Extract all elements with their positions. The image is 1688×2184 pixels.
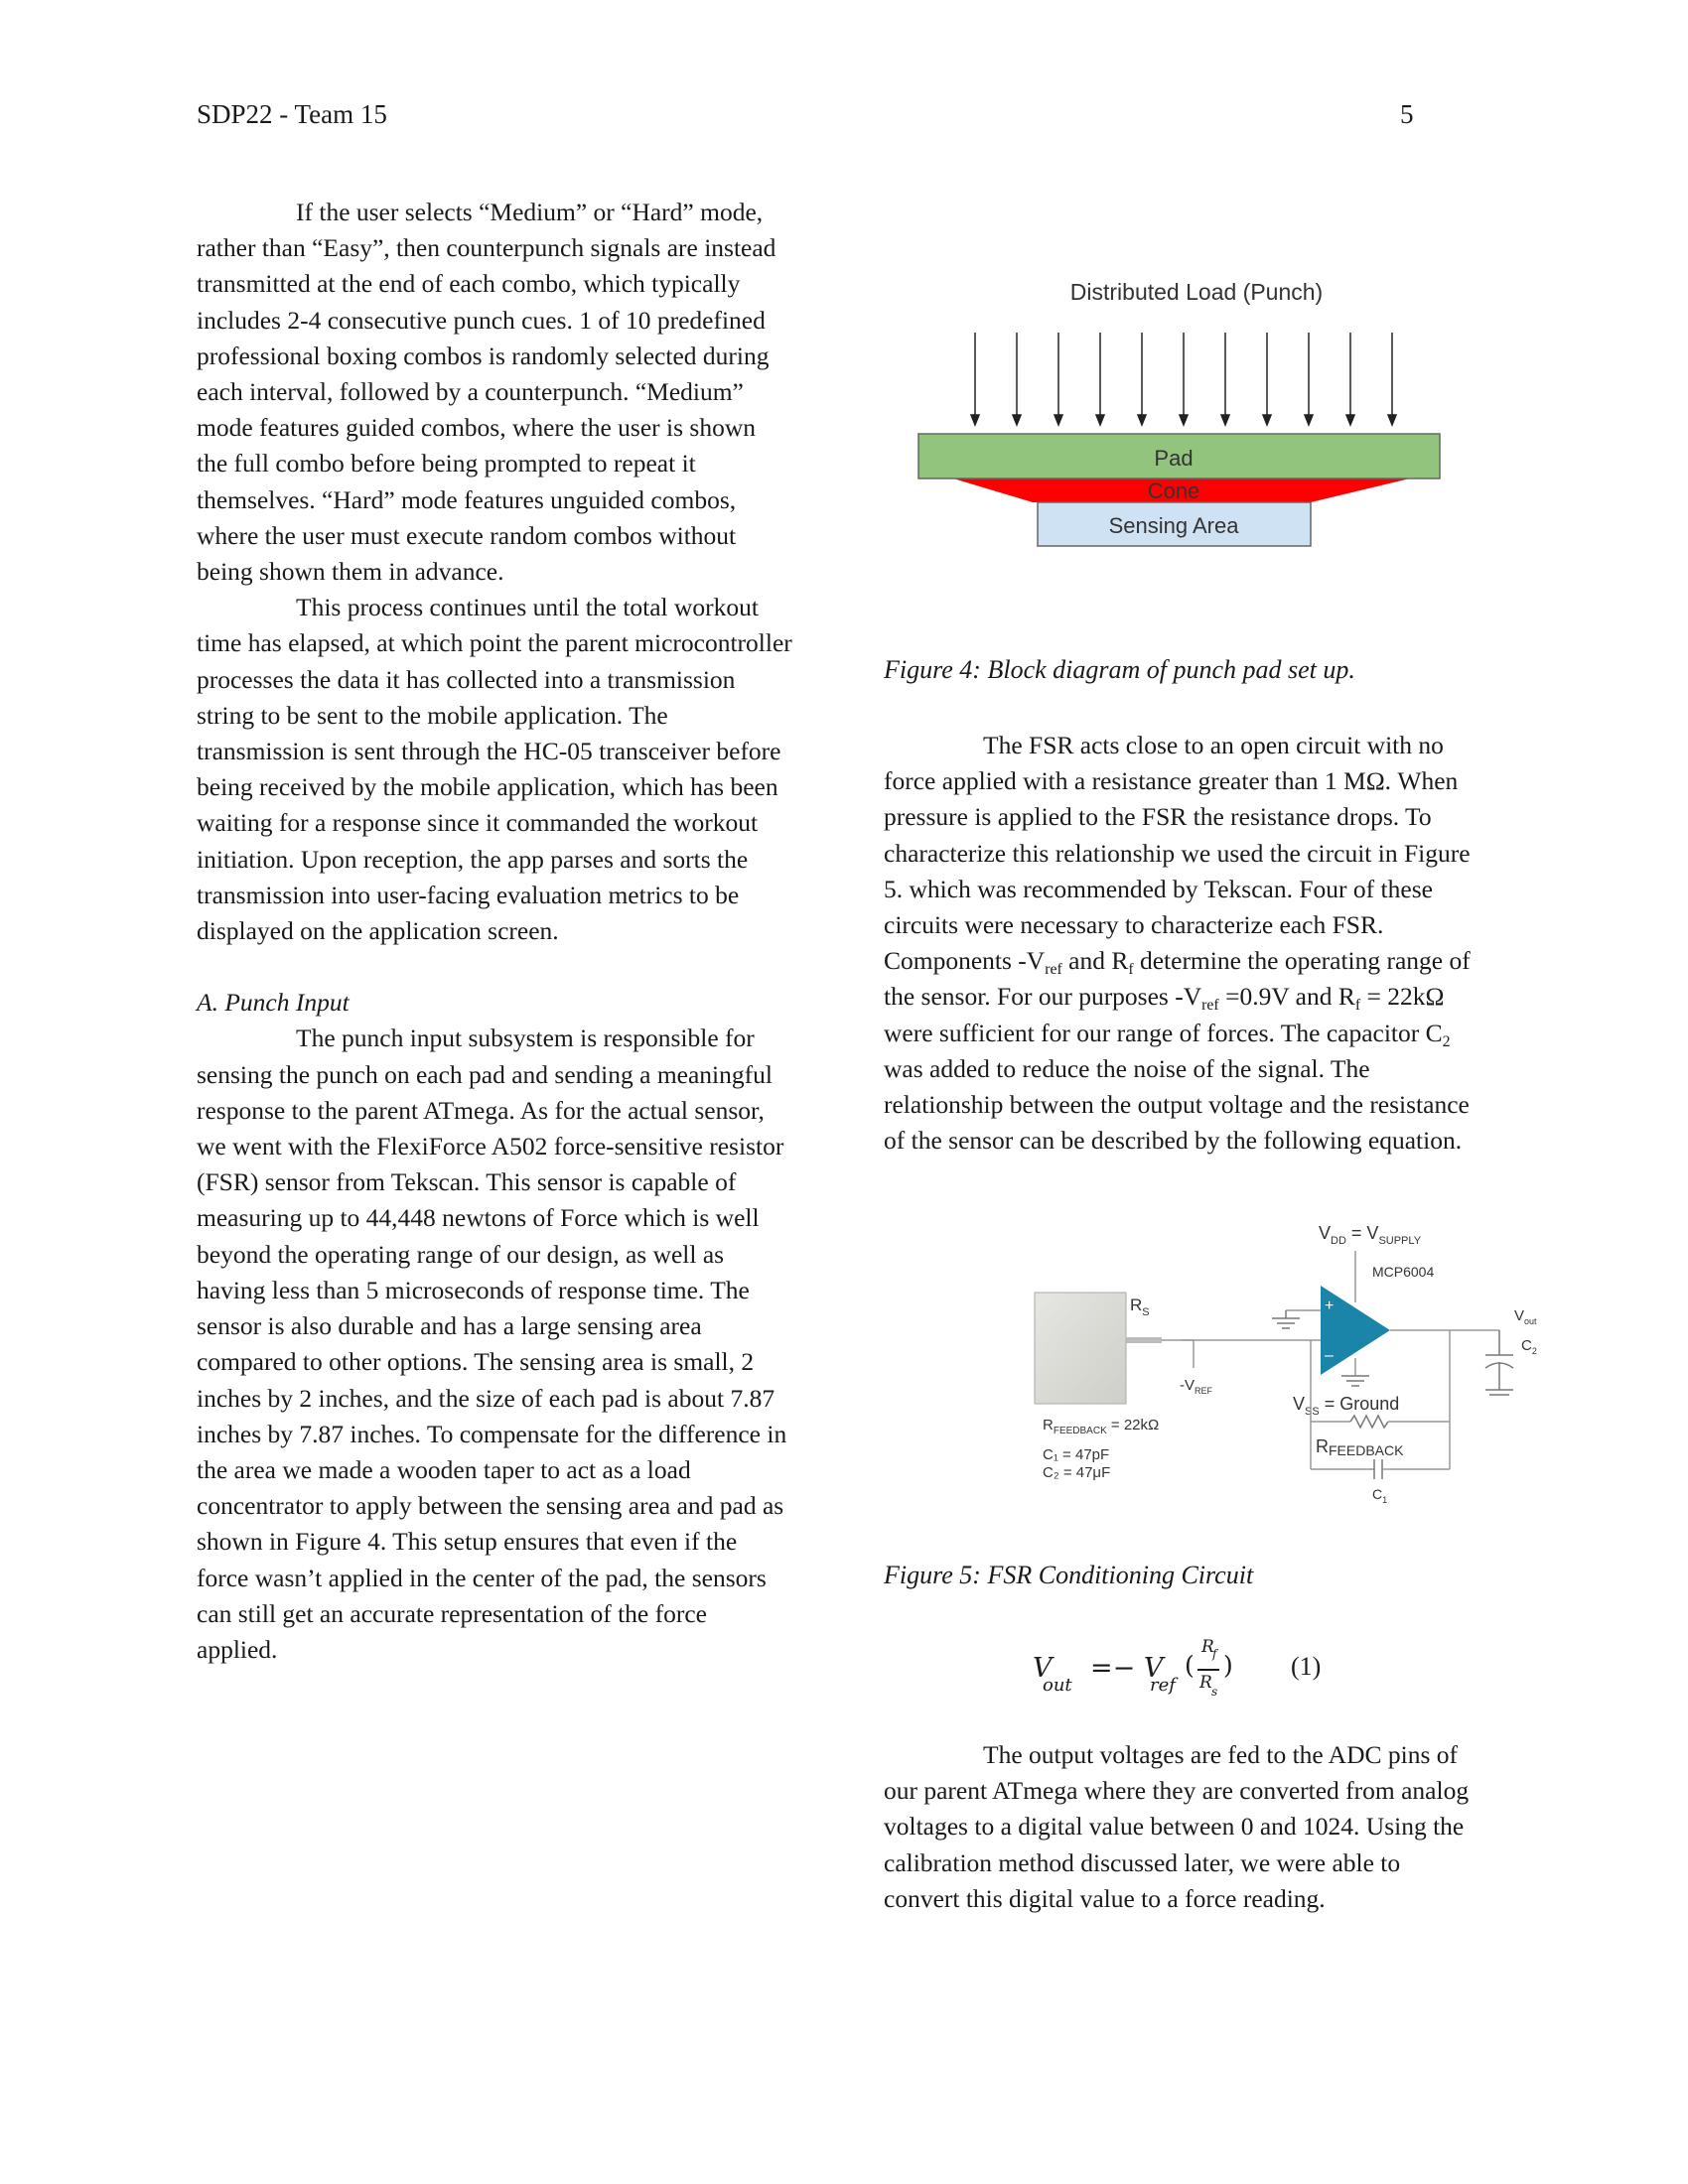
c1-label: $C_1$: [1372, 1486, 1388, 1505]
eq-ref-sub: ref: [1150, 1675, 1176, 1696]
right-column-paragraph-1: [884, 728, 1479, 1159]
eq-vout: V: [1033, 1653, 1053, 1684]
equation-1: [1023, 1633, 1261, 1722]
feedback-resistor: [1350, 1416, 1388, 1428]
c2-value: C₂ = 47μF: [1043, 1464, 1111, 1481]
figure-4-caption: Figure 4: Block diagram of punch pad set up.: [884, 655, 1355, 684]
op-amp-plus: +: [1325, 1297, 1335, 1314]
eq-fraction-bar: [1197, 1669, 1219, 1671]
eq-minus-vref: =− V: [1090, 1653, 1164, 1684]
paragraph-difficulty-modes: If the user selects “Medium” or “Hard” mode, rather than “Easy”, then counterpunch signals are instead transmitted at the end of each combo, which typically includes 2-4 consecutive punch cues. 1 of 10 predefined professional boxing combos is randomly selected during each interval, followed by a counterpunch. “Medium” mode features guided combos, where the user is shown the full combo before being prompted to repeat it themselves. “Hard” mode features unguided combos, where the user must execute random combos without being shown them in advance.: [197, 198, 776, 587]
c2-label: $C_2$: [1521, 1337, 1537, 1356]
eq-denominator: R: [1199, 1673, 1212, 1693]
figure-4-title: Distributed Load (Punch): [1069, 279, 1324, 305]
figure-5-caption: Figure 5: FSR Conditioning Circuit: [884, 1561, 1254, 1589]
cone-label: Cone: [1147, 478, 1200, 503]
rs-label: $R_S$: [1130, 1296, 1150, 1318]
vout-label: $V_{out}$: [1514, 1307, 1537, 1326]
eq-vout-sub: out: [1043, 1675, 1072, 1696]
right-column-paragraph-2: [884, 1737, 1479, 1917]
rfeedback-label: RFEEDBACK: [1316, 1436, 1404, 1458]
paragraph-transmission: This process continues until the total workout time has elapsed, at which point the parent microcontroller processes the data it has collected into a transmission string to be sent to the mobile application. The transmission is sent through the HC-05 transceiver before being received by the mobile application, which has been waiting for a response since it commanded the workout initiation. Upon reception, the app parses and sorts the transmission into user-facing evaluation metrics to be displayed on the application screen.: [197, 593, 792, 946]
section-heading: A. Punch Input: [197, 988, 350, 1018]
rfeedback-value: $R_{FEEDBACK} = 22k\Omega$: [1043, 1417, 1160, 1436]
vdd-label: $V_{DD} = V_{SUPPLY}$: [1319, 1223, 1422, 1247]
load-arrows: [971, 333, 1396, 425]
ground-symbol-vss: [1341, 1376, 1369, 1386]
running-title: SDP22 - Team 15: [197, 99, 387, 129]
paragraph-fsr-description: The FSR acts close to an open circuit with no force applied with a resistance greater than 1 MΩ. When pressure is applied to the FSR the resistance drops. To characterize this relationship we used the circuit in Figure 5. which was recommended by Tekscan. Four of these circuits were necessary to characterize each FSR. Components $-V_{ref}$ and $R_f$ determine the operating range of the sensor. For our purposes $-V_{ref} =0.9V$ and $R_f = 22k\Omega$ were sufficient for our range of forces. The capacitor $C_2$ was added to reduce the noise of the signal. The relationship between the output voltage and the resistance of the sensor can be described by the following equation.: [884, 731, 1471, 1156]
page-number: 5: [1400, 99, 1414, 129]
vref-label: $-V_{REF}$: [1180, 1377, 1212, 1396]
eq-numerator: R: [1201, 1637, 1214, 1657]
pad-label: Pad: [1154, 446, 1194, 471]
eq-rparen: ): [1223, 1651, 1233, 1680]
eq-lparen: (: [1185, 1651, 1195, 1680]
vss-label: $V_{SS}$ = Ground: [1293, 1394, 1400, 1418]
paragraph-adc: The output voltages are fed to the ADC pins of our parent ATmega where they are converted from analog voltages to a digital value between 0 and 1024. Using the calibration method discussed later, we were able to convert this digital value to a force reading.: [884, 1740, 1470, 1913]
c1-value: C₁ = 47pF: [1043, 1446, 1110, 1463]
op-amp-minus: –: [1325, 1347, 1334, 1364]
fsr-sensor-image: [1035, 1293, 1126, 1404]
figure-4-punch-pad-diagram: [914, 268, 1450, 566]
left-column: [197, 195, 792, 1668]
eq-denominator-sub: s: [1211, 1685, 1218, 1699]
eq-numerator-sub: f: [1212, 1647, 1217, 1661]
equation-number: (1): [1291, 1652, 1322, 1681]
ground-symbol-input: [1272, 1310, 1300, 1328]
feedback-capacitor-c1: [1374, 1459, 1382, 1479]
output-capacitor-c2: [1485, 1330, 1513, 1395]
figure-5-fsr-circuit: [1023, 1211, 1539, 1519]
chip-label: MCP6004: [1372, 1264, 1435, 1280]
sensing-area-label: Sensing Area: [1108, 513, 1239, 538]
paragraph-punch-input: The punch input subsystem is responsible for sensing the punch on each pad and sending a meaningful response to the parent ATmega. As for the actual sensor, we went with the FlexiForce A502 force-sensitive resistor (FSR) sensor from Tekscan. This sensor is capable of measuring up to 44,448 newtons of Force which is well beyond the operating range of our design, as well as having less than 5 microseconds of response time. The sensor is also durable and has a large sensing area compared to other options. The sensing area is small, 2 inches by 2 inches, and the size of each pad is about 7.87 inches by 7.87 inches. To compensate for the difference in the area we made a wooden taper to act as a load concentrator to apply between the sensing area and pad as shown in Figure 4. This setup ensures that even if the force wasn’t applied in the center of the pad, the sensors can still get an accurate representation of the force applied.: [197, 1024, 787, 1664]
